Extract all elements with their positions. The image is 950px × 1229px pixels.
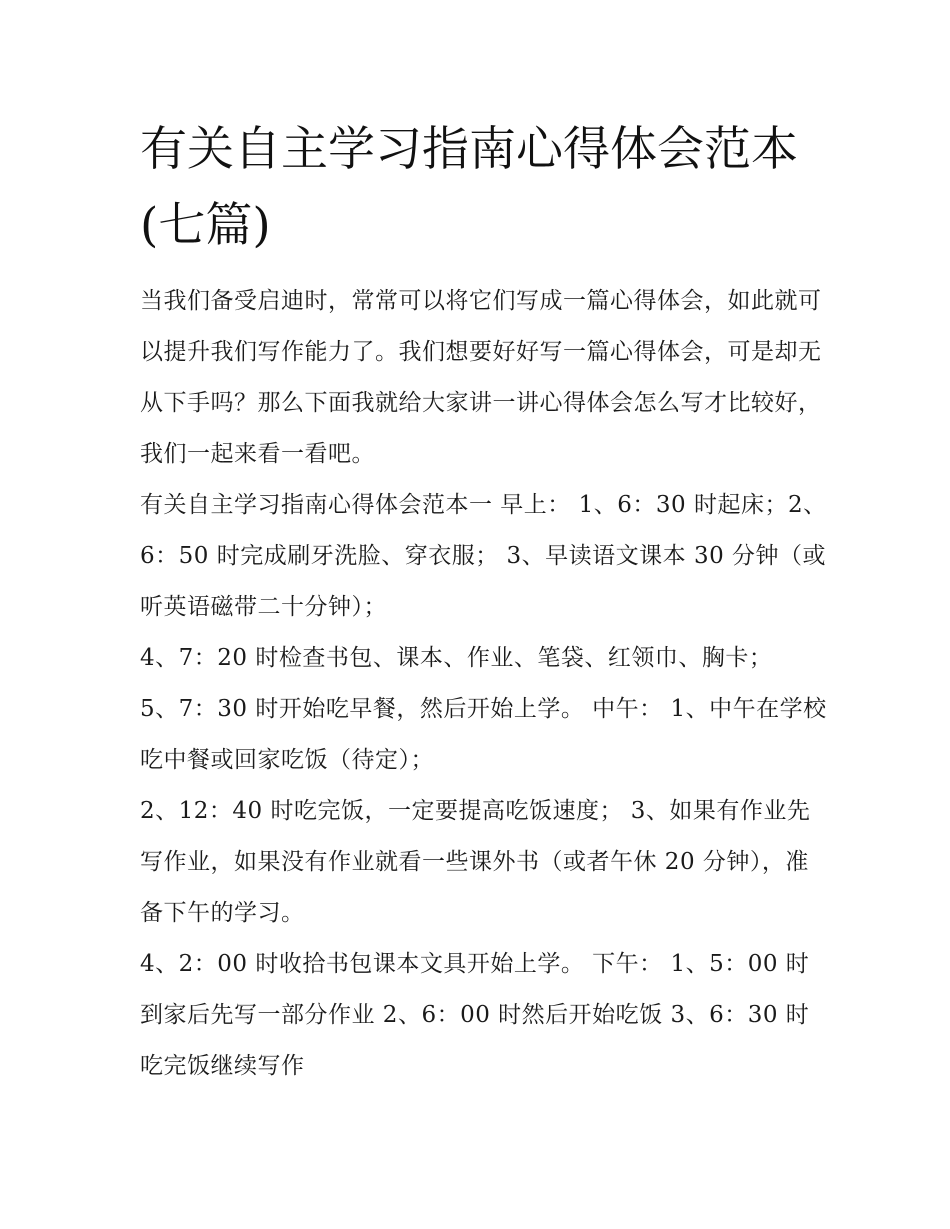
document-body [140,276,830,1092]
document-title: 有关自主学习指南心得体会范本(七篇) [140,122,798,253]
paragraph-breakfast-noon: 5、7：30 时开始吃早餐，然后开始上学。 中午： 1、中午在学校吃中餐或回家吃饭（待定）； [140,696,827,773]
paragraph-afternoon-schedule: 4、2：00 时收拾书包课本文具开始上学。 下午： 1、5：00 时到家后先写一部分作业 2、6：00 时然后开始吃饭 3、6：30 时吃完饭继续写作 [140,951,810,1079]
paragraph-intro: 当我们备受启迪时，常常可以将它们写成一篇心得体会，如此就可以提升我们写作能力了。我们想要好好写一篇心得体会，可是却无从下手吗？那么下面我就给大家讲一讲心得体会怎么写才比较好，我们一起来看一看吧。 [140,288,822,467]
paragraph-check-bag: 4、7：20 时检查书包、课本、作业、笔袋、红领巾、胸卡； [140,645,773,671]
paragraph-morning-schedule: 有关自主学习指南心得体会范本一 早上： 1、6：30 时起床；2、6：50 时完成刷牙洗脸、穿衣服； 3、早读语文课本 30 分钟（或听英语磁带二十分钟）； [140,492,827,620]
paragraph-lunch-homework: 2、12：40 时吃完饭，一定要提高吃饭速度； 3、如果有作业先写作业，如果没有作业就看一些课外书（或者午休 20 分钟），准备下午的学习。 [140,798,811,926]
